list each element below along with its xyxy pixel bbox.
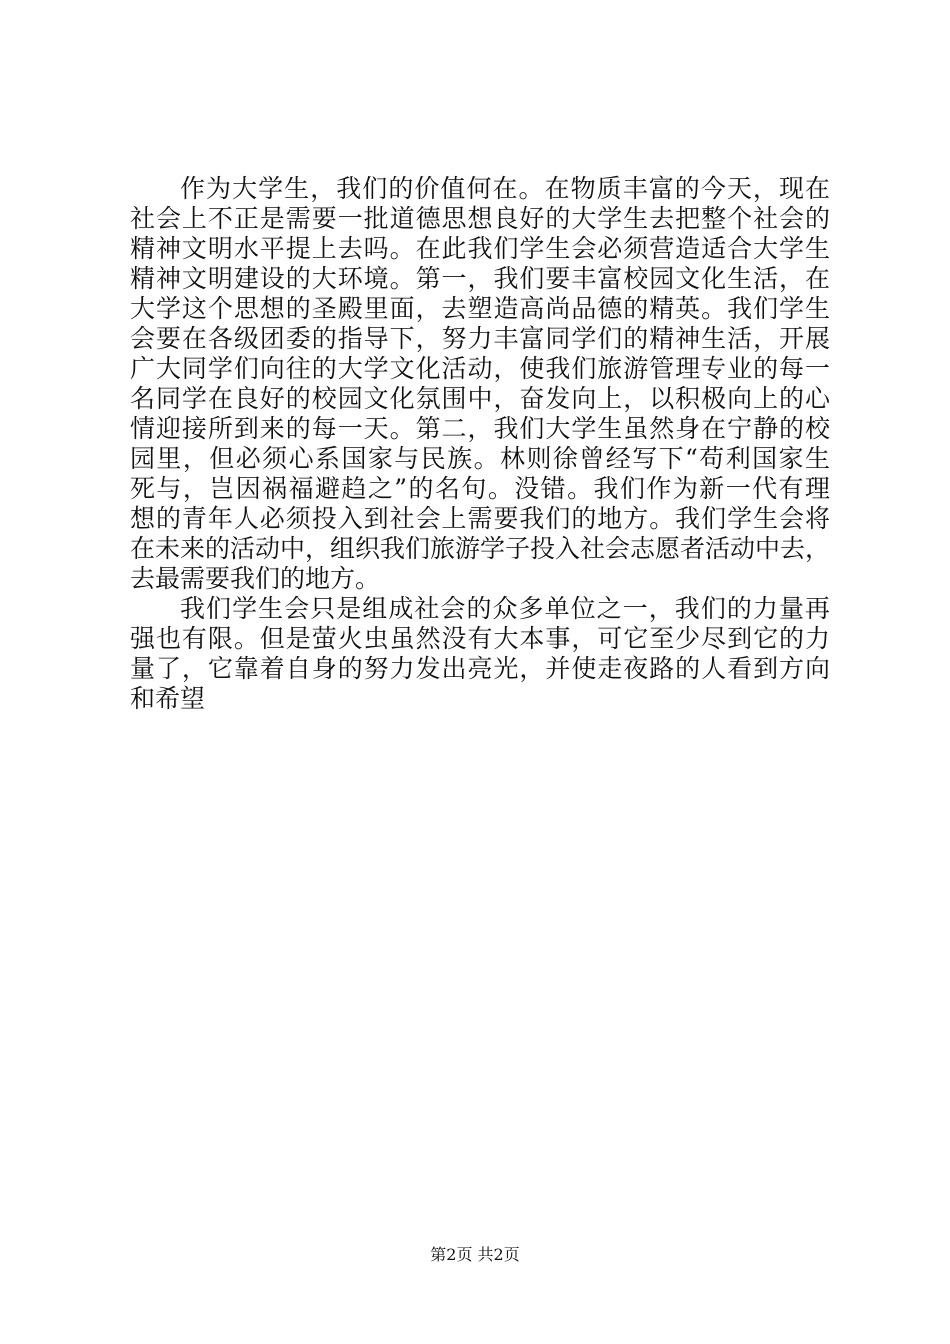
text-line: 情迎接所到来的每一天。第二，我们大学生虽然身在宁静的校 [130,414,830,443]
text-line: 会要在各级团委的指导下，努力丰富同学们的精神生活，开展 [130,324,830,353]
text-line: 精神文明建设的大环境。第一，我们要丰富校园文化生活，在 [130,264,830,293]
text-line: 强也有限。但是萤火虫虽然没有大本事，可它至少尽到它的力 [130,624,830,653]
page-number-footer: 第2页 共2页 [430,1245,520,1264]
text-line: 去最需要我们的地方。 [130,564,381,593]
text-line: 园里，但必须心系国家与民族。林则徐曾经写下“苟利国家生 [130,444,830,473]
text-line: 社会上不正是需要一批道德思想良好的大学生去把整个社会的 [130,204,830,233]
text-line: 死与，岂因祸福避趋之”的名句。没错。我们作为新一代有理 [130,474,830,503]
text-line: 广大同学们向往的大学文化活动，使我们旅游管理专业的每一 [130,354,830,383]
text-line: 和希望 [130,684,206,713]
text-line: 作为大学生，我们的价值何在。在物质丰富的今天，现在 [180,174,830,203]
paragraph-1 [130,174,830,594]
text-line: 我们学生会只是组成社会的众多单位之一，我们的力量再 [180,594,830,623]
text-line: 量了，它靠着自身的努力发出亮光，并使走夜路的人看到方向 [130,654,830,683]
text-line: 精神文明水平提上去吗。在此我们学生会必须营造适合大学生 [130,234,830,263]
text-line: 名同学在良好的校园文化氛围中，奋发向上，以积极向上的心 [130,384,830,413]
text-line: 想的青年人必须投入到社会上需要我们的地方。我们学生会将 [130,504,830,533]
text-line: 在未来的活动中，组织我们旅游学子投入社会志愿者活动中去， [130,534,831,563]
paragraph-2 [130,594,830,714]
body-text [130,174,830,714]
text-line: 大学这个思想的圣殿里面，去塑造高尚品德的精英。我们学生 [130,294,830,323]
